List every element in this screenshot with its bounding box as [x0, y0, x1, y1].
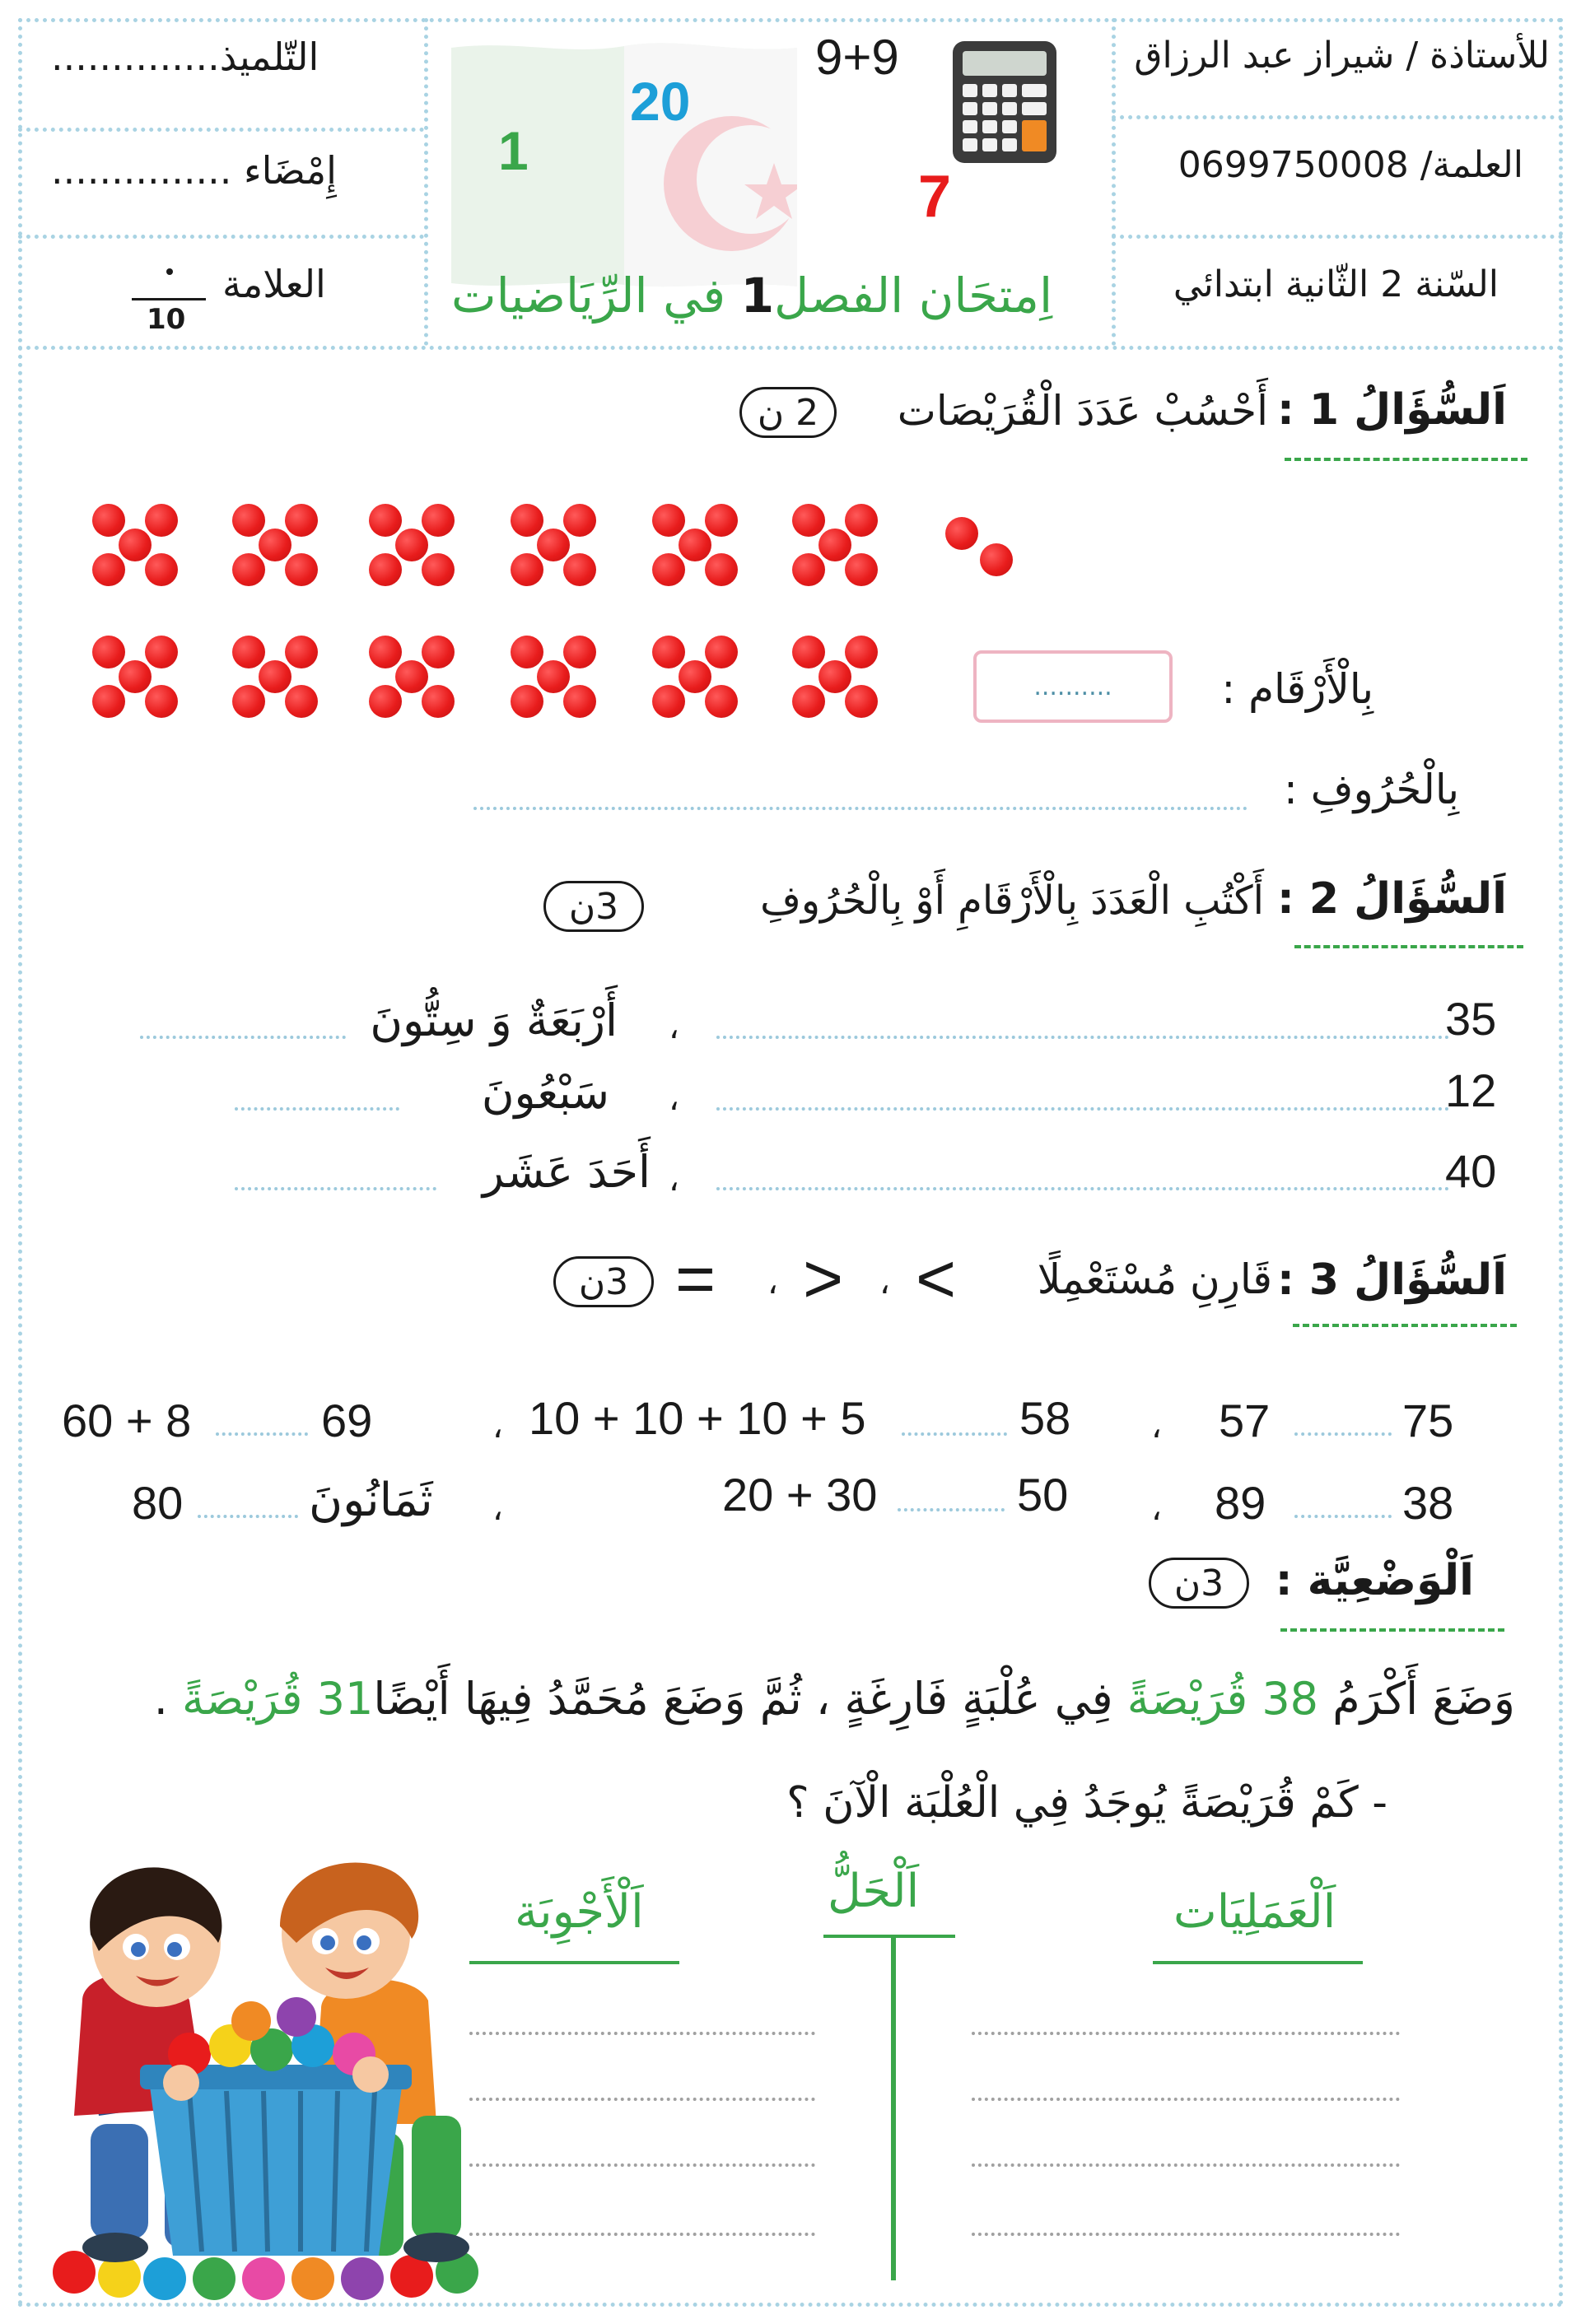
mark-label: العلامة — [222, 262, 326, 306]
col-operations-underline — [1153, 1961, 1363, 1964]
counting-dot — [792, 553, 825, 586]
compare-blank[interactable] — [902, 1432, 1007, 1436]
counting-dot — [945, 517, 978, 550]
q3-points: 3ن — [553, 1256, 654, 1307]
counting-dot — [92, 504, 125, 537]
q3-greater-than-symbol: > — [803, 1240, 844, 1317]
row-separator: ، — [492, 1490, 503, 1528]
counting-dot — [285, 504, 318, 537]
q2-title: اَلسُّؤَالُ 2 : — [1276, 874, 1507, 924]
counting-dot — [422, 504, 455, 537]
col-operations-header: اَلْعَمَلِيَات — [1173, 1885, 1336, 1939]
compare-blank[interactable] — [898, 1508, 1005, 1511]
header-divider — [18, 235, 424, 239]
counting-dot — [145, 636, 178, 668]
q2-answer-line[interactable] — [140, 1036, 346, 1039]
compare-value: 57 — [1219, 1395, 1271, 1446]
counting-dot — [285, 685, 318, 718]
counting-dot — [232, 685, 265, 718]
counting-dot — [395, 660, 428, 693]
col-solution-header: اَلْحَلُّ — [828, 1865, 920, 1918]
q1-letters-label: بِالْحُرُوفِ : — [1284, 766, 1459, 813]
counting-dot — [259, 660, 291, 693]
counting-dot — [537, 660, 570, 693]
q3-title: اَلسُّؤَالُ 3 : — [1276, 1255, 1507, 1305]
situation-unit-1: قُرَيْصَةً — [1126, 1673, 1248, 1725]
counting-dot — [563, 553, 596, 586]
counting-dot — [92, 685, 125, 718]
counting-dot — [563, 685, 596, 718]
counting-dot — [232, 553, 265, 586]
q2-instruction: أَكْتُبِ الْعَدَدَ بِالْأَرْقَامِ أَوْ بِالْحُرُوفِ — [760, 878, 1264, 924]
counting-dot — [369, 685, 402, 718]
q3-separator: ، — [879, 1264, 890, 1302]
q2-number: 40 — [1445, 1145, 1497, 1197]
grade-level: السّنة 2 الثّانية ابتدائي — [1173, 263, 1499, 305]
calculator-icon — [951, 40, 1058, 165]
q2-comma: ، — [669, 1161, 679, 1199]
header-divider — [18, 128, 424, 132]
exam-title-subject: في الرِّيَاضيات — [451, 268, 726, 324]
counting-dot — [511, 685, 543, 718]
compare-blank[interactable] — [216, 1432, 308, 1436]
compare-value: 60 + 8 — [62, 1395, 192, 1446]
signature-field[interactable]: إِمْضَاء ............... — [51, 148, 337, 193]
counting-dot — [652, 553, 685, 586]
row-separator: ، — [1151, 1408, 1162, 1446]
compare-blank[interactable] — [198, 1515, 298, 1518]
operations-line[interactable] — [972, 2163, 1400, 2167]
q1-underline — [1285, 458, 1527, 461]
q3-instruction: قَارِنِ مُسْتَعْمِلًا — [1037, 1255, 1272, 1303]
operations-line[interactable] — [972, 2032, 1400, 2035]
row-separator: ، — [1151, 1490, 1162, 1528]
counting-dot — [369, 504, 402, 537]
q1-dot-groups — [0, 0, 1581, 1]
counting-dot — [705, 504, 738, 537]
counting-dot — [845, 553, 878, 586]
compare-value: 69 — [321, 1395, 373, 1446]
compare-value: ثَمَانُونَ — [309, 1474, 433, 1527]
counting-dot — [511, 553, 543, 586]
q1-title: اَلسُّؤَالُ 1 : — [1276, 385, 1507, 435]
counting-dot — [422, 636, 455, 668]
teacher-name: للأستاذة / شيراز عبد الرزاق — [1134, 35, 1550, 77]
exam-title-main: اِمتحَان الفصل — [773, 268, 1053, 324]
q3-underline — [1293, 1324, 1517, 1327]
situation-text-middle: فِي عُلْبَةٍ فَارِغَةٍ ، ثُمَّ وَضَعَ مُحَمَّدُ فِيهَا أَيْضًا — [373, 1673, 1113, 1725]
counting-dot — [511, 504, 543, 537]
counting-dot — [652, 685, 685, 718]
counting-dot — [232, 504, 265, 537]
counting-dot — [422, 685, 455, 718]
counting-dot — [818, 529, 851, 561]
q2-number: 12 — [1445, 1064, 1497, 1116]
counting-dot — [119, 529, 152, 561]
q1-points: 2 ن — [739, 387, 837, 438]
col-answers-header: اَلْأَجْوِبَة — [515, 1885, 644, 1939]
counting-dot — [705, 636, 738, 668]
situation-question: - كَمْ قُرَيْصَةً يُوجَدُ فِي الْعُلْبَة الْآنَ ؟ — [786, 1778, 1387, 1828]
counting-dot — [92, 636, 125, 668]
q2-points: 3ن — [543, 881, 644, 932]
counting-dot — [395, 529, 428, 561]
situation-underline — [1280, 1628, 1504, 1632]
situation-points: 3ن — [1149, 1558, 1249, 1609]
row-separator: ، — [492, 1408, 503, 1446]
counting-dot — [285, 636, 318, 668]
counting-dot — [818, 660, 851, 693]
situation-number-1: 38 — [1262, 1673, 1319, 1725]
situation-title: اَلْوَضْعِيَّة : — [1275, 1556, 1474, 1605]
situation-end: . — [153, 1673, 168, 1725]
counting-dot — [369, 553, 402, 586]
compare-value: 10 + 10 + 10 + 5 — [529, 1392, 866, 1444]
q2-words: سَبْعُونَ — [481, 1067, 609, 1119]
operations-line[interactable] — [972, 2098, 1400, 2101]
q2-answer-line[interactable] — [716, 1107, 1449, 1111]
q2-answer-line[interactable] — [716, 1187, 1449, 1190]
compare-value: 89 — [1215, 1477, 1266, 1529]
compare-value: 50 — [1017, 1469, 1069, 1521]
q2-words: أَرْبَعَةٌ وَ سِتُّونَ — [370, 994, 618, 1046]
q2-number: 35 — [1445, 993, 1497, 1045]
situation-text — [154, 1673, 1515, 1725]
counting-dot — [705, 553, 738, 586]
counting-dot — [92, 553, 125, 586]
counting-dot — [537, 529, 570, 561]
compare-blank[interactable] — [1294, 1432, 1392, 1436]
compare-value: 58 — [1019, 1392, 1071, 1444]
compare-value: 75 — [1402, 1395, 1454, 1446]
counting-dot — [119, 660, 152, 693]
counting-dot — [145, 504, 178, 537]
header-divider-left — [424, 18, 428, 346]
counting-dot — [705, 685, 738, 718]
decorative-number-1: 1 — [498, 120, 529, 181]
counting-dot — [232, 636, 265, 668]
teacher-phone: العلمة/ 0699750008 — [1178, 144, 1523, 186]
counting-dot — [145, 553, 178, 586]
exam-title-number: 1 — [740, 268, 774, 324]
exam-title — [451, 268, 1052, 324]
q1-instruction: أَحْسُبْ عَدَدَ الْقُرَيْصَات — [897, 387, 1268, 435]
counting-dot — [845, 685, 878, 718]
q2-comma: ، — [669, 1080, 679, 1118]
counting-dot — [145, 685, 178, 718]
situation-unit-2: قُرَيْصَةً — [182, 1673, 303, 1725]
answer-line[interactable] — [469, 2163, 815, 2167]
solution-divider — [891, 1935, 896, 2280]
q2-underline — [1294, 945, 1523, 948]
counting-dot — [369, 636, 402, 668]
counting-dot — [792, 636, 825, 668]
mark-fraction — [132, 263, 206, 338]
compare-value: 80 — [132, 1477, 184, 1529]
header-divider — [18, 346, 1563, 350]
compare-blank[interactable] — [1294, 1515, 1392, 1518]
q1-letters-line[interactable] — [473, 807, 1248, 810]
situation-text-start: وَضَعَ أَكْرَمُ — [1332, 1673, 1515, 1725]
col-solution-underline — [823, 1935, 955, 1938]
mark-denominator: 10 — [147, 303, 186, 336]
decorative-number-7: 7 — [918, 164, 952, 230]
counting-dot — [511, 636, 543, 668]
counting-dot — [792, 504, 825, 537]
student-name-field[interactable]: التّلميذ.............. — [51, 35, 319, 79]
operations-line[interactable] — [972, 2233, 1400, 2236]
counting-dot — [285, 553, 318, 586]
counting-dot — [792, 685, 825, 718]
answer-line[interactable] — [469, 2098, 815, 2101]
decorative-number-20: 20 — [630, 71, 691, 132]
q2-words: أَحَدَ عَشَر — [482, 1146, 651, 1198]
q3-equals-symbol: = — [675, 1240, 716, 1317]
counting-dot — [563, 504, 596, 537]
q2-comma: ، — [669, 1008, 679, 1046]
counting-dot — [259, 529, 291, 561]
counting-dot — [679, 529, 711, 561]
q3-less-than-symbol: < — [916, 1240, 957, 1317]
q1-digits-label: بِالْأَرْقَام : — [1221, 665, 1373, 713]
situation-number-2: 31 — [316, 1673, 374, 1725]
counting-dot — [679, 660, 711, 693]
answer-line[interactable] — [469, 2032, 815, 2035]
counting-dot — [845, 504, 878, 537]
q3-separator: ، — [767, 1264, 778, 1302]
counting-dot — [652, 636, 685, 668]
q2-answer-line[interactable] — [235, 1187, 436, 1190]
decorative-sum: 9+9 — [815, 30, 899, 85]
compare-value: 20 + 30 — [722, 1469, 878, 1521]
kids-with-ball-box-illustration — [49, 1844, 511, 2305]
answer-line[interactable] — [469, 2233, 815, 2236]
counting-dot — [563, 636, 596, 668]
compare-value: 38 — [1402, 1477, 1454, 1529]
q1-digits-box[interactable]: .......... — [973, 650, 1173, 723]
counting-dot — [422, 553, 455, 586]
header-divider-right — [1112, 18, 1116, 346]
q2-answer-line[interactable] — [235, 1107, 399, 1111]
counting-dot — [980, 543, 1013, 576]
header-divider — [1112, 115, 1563, 119]
q2-answer-line[interactable] — [716, 1036, 1449, 1039]
counting-dot — [845, 636, 878, 668]
counting-dot — [652, 504, 685, 537]
header-divider — [1112, 235, 1563, 239]
